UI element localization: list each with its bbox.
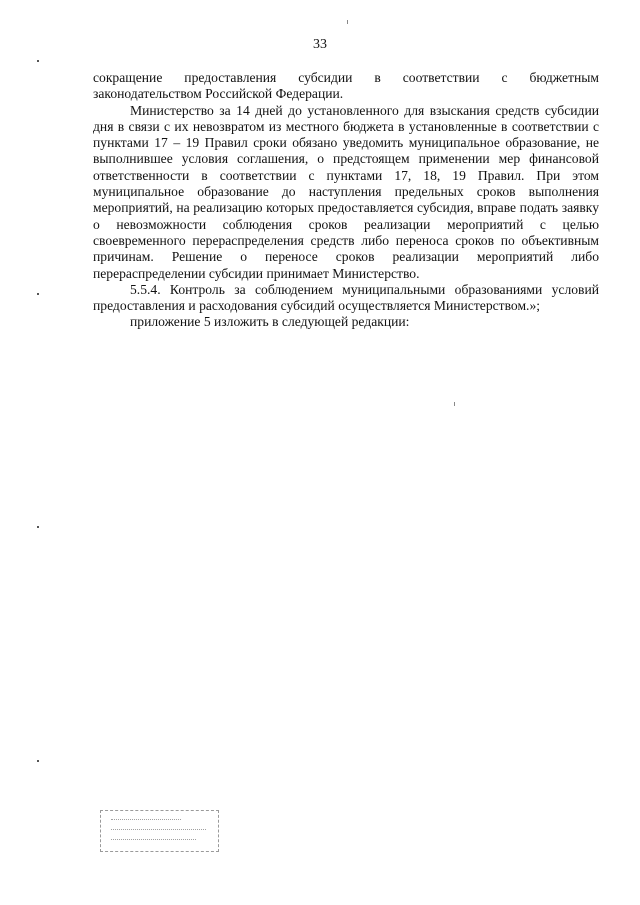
- paragraph-appendix-instruction: приложение 5 изложить в следующей редакции:: [130, 314, 410, 330]
- scan-mark: [37, 526, 39, 528]
- scan-mark: [37, 60, 39, 62]
- paragraph-control-clause: 5.5.4. Контроль за соблюдением муниципальными образованиями условий предоставления и расходования субсидий осуществляется Министерством.»;: [93, 281, 599, 314]
- paragraph-ministry-notice: Министерство за 14 дней до установленного для взыскания средств субсидии дня в связи с их невозвратом из местного бюджета в установленные в соответствии с пунктами 17 – 19 Правил сроки обязано уведомить муниципальное образование, не выполнившее условия соглашения, о предстоящем применении мер финансовой ответственности в соответствии с пунктами 17, 18, 19 Правил. При этом муниципальное образование до наступления предельных сроков выполнения мероприятий, на реализацию которых предоставляется субсидия, вправе подать заявку о невозможности соблюдения сроков реализации мероприятий с целью своевременного перераспределения средств либо переноса сроков по объективным причинам. Решение о переносе сроков реализации мероприятий либо перераспределении субсидии принимает Министерство.: [93, 102, 599, 281]
- scan-speck: [454, 402, 455, 406]
- scan-mark: [37, 760, 39, 762]
- stamp-line: [111, 819, 181, 821]
- stamp-line: [111, 829, 206, 831]
- paragraph-continuation: сокращение предоставления субсидии в соответствии с бюджетным законодательством Российской Федерации.: [93, 70, 599, 102]
- document-body: [93, 70, 599, 331]
- scan-mark: [37, 293, 39, 295]
- stamp-line: [111, 839, 196, 841]
- registration-stamp: [100, 810, 219, 852]
- scan-speck: [347, 20, 348, 24]
- page-number: 33: [313, 37, 327, 52]
